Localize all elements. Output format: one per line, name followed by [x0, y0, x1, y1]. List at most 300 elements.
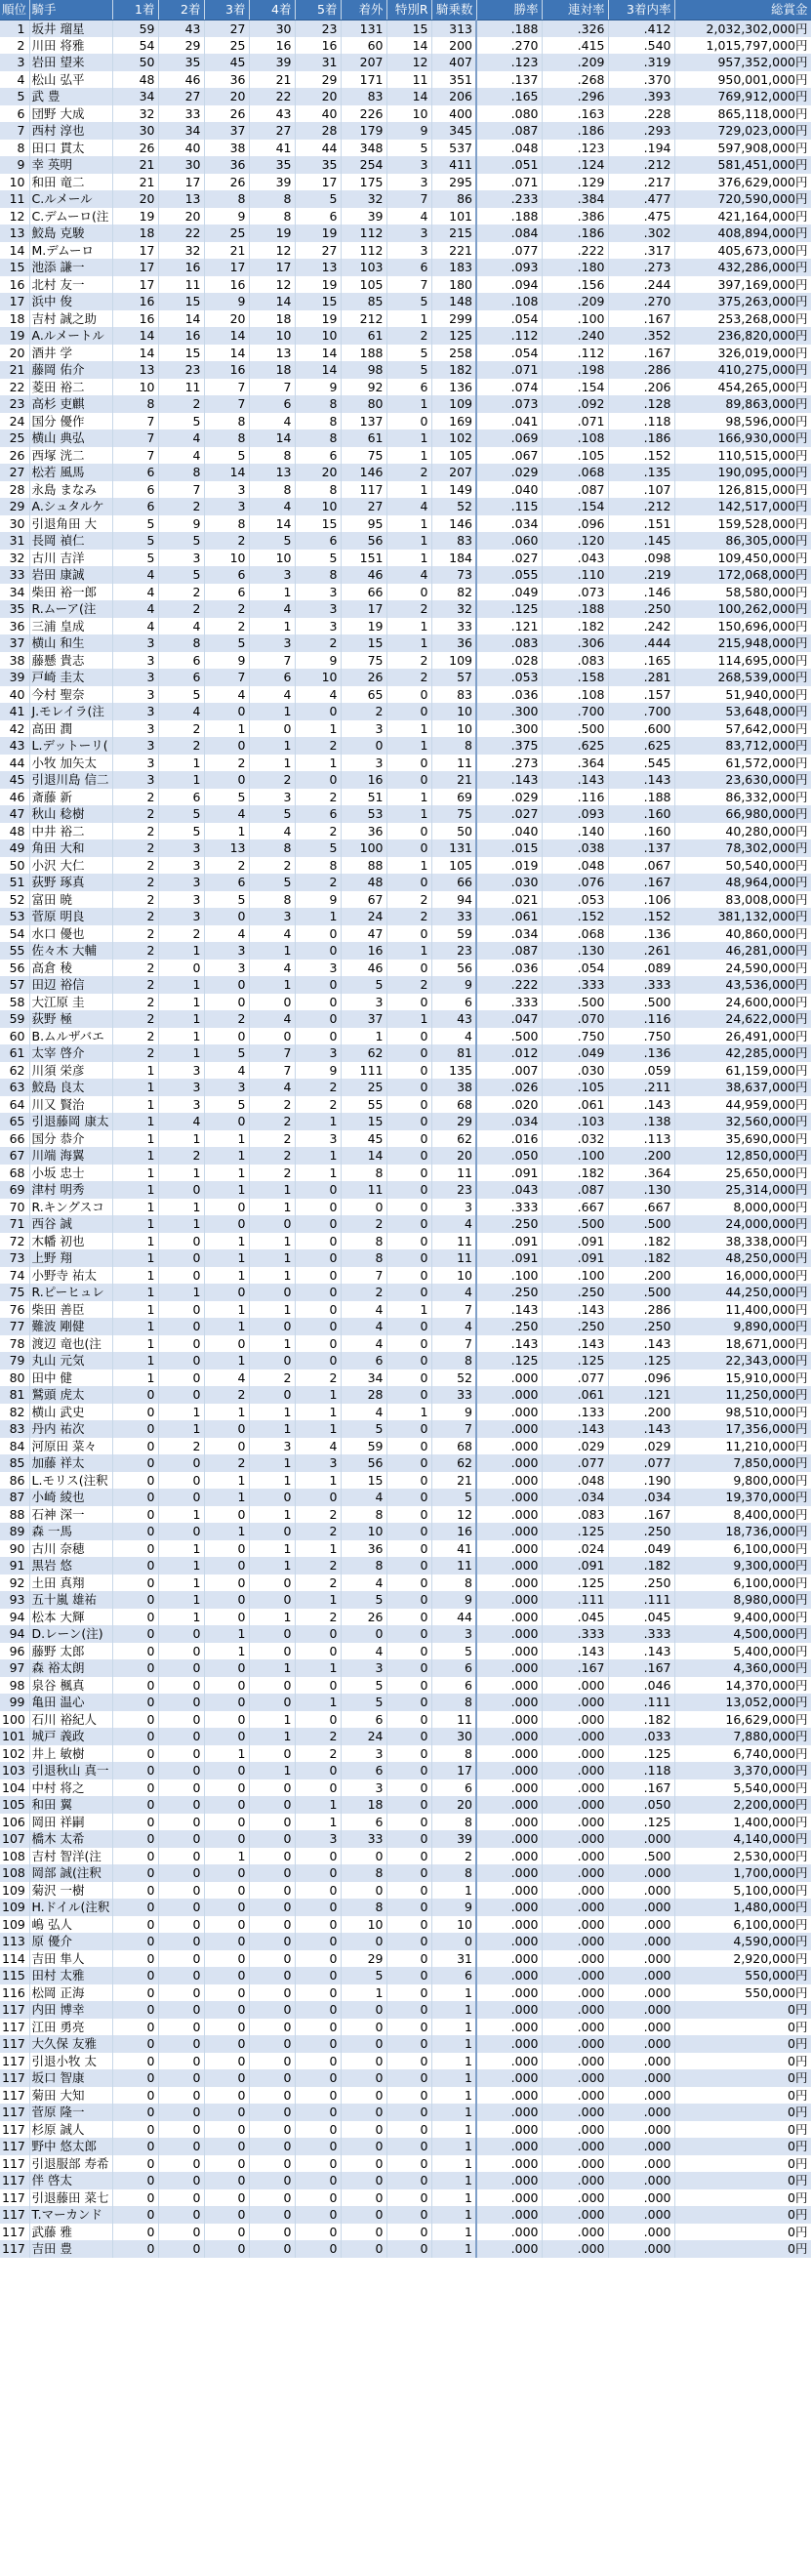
cell-jockey[interactable]: 太宰 啓介: [29, 1044, 112, 1062]
cell-second: 0: [158, 2053, 204, 2070]
cell-jockey[interactable]: 小牧 加矢太: [29, 755, 112, 772]
cell-jockey[interactable]: 渡辺 竜也(注: [29, 1335, 112, 1353]
cell-show-rate: .206: [608, 379, 674, 396]
cell-jockey[interactable]: 黒岩 悠: [29, 1557, 112, 1574]
cell-fifth: 2: [295, 1557, 341, 1574]
cell-rank: 89: [0, 1523, 29, 1540]
cell-first: 1: [112, 1079, 158, 1096]
cell-rides: 1: [431, 2104, 476, 2121]
cell-jockey[interactable]: 大江原 圭: [29, 994, 112, 1011]
cell-jockey[interactable]: A.ルメートル: [29, 327, 112, 345]
cell-jockey[interactable]: R.ムーア(注: [29, 600, 112, 618]
cell-place-rate: .130: [542, 942, 608, 960]
cell-jockey[interactable]: 長岡 禎仁: [29, 532, 112, 550]
cell-jockey[interactable]: 横山 典弘: [29, 429, 112, 447]
cell-fourth: 0: [249, 2240, 295, 2258]
cell-jockey[interactable]: 松本 大輝: [29, 1609, 112, 1626]
cell-fifth: 2: [295, 823, 341, 840]
column-header-show-rate[interactable]: 3着内率: [608, 0, 674, 20]
cell-special-race: 0: [386, 925, 431, 943]
cell-first: 3: [112, 737, 158, 755]
cell-jockey[interactable]: 橋木 太希: [29, 1830, 112, 1848]
cell-place-rate: .000: [542, 1677, 608, 1695]
cell-first: 5: [112, 550, 158, 567]
cell-unplaced: 60: [341, 37, 386, 55]
cell-jockey[interactable]: 小坂 忠士: [29, 1165, 112, 1182]
cell-rides: 9: [431, 976, 476, 994]
cell-jockey[interactable]: 田中 健: [29, 1370, 112, 1387]
cell-rank: 103: [0, 1762, 29, 1779]
cell-jockey[interactable]: 坂井 瑠星: [29, 20, 112, 37]
cell-jockey[interactable]: 原 優介: [29, 1933, 112, 1950]
cell-jockey[interactable]: 井上 敏樹: [29, 1745, 112, 1763]
cell-jockey[interactable]: 杉原 誠人: [29, 2121, 112, 2139]
cell-fifth: 3: [295, 1830, 341, 1848]
cell-fifth: 2: [295, 1506, 341, 1524]
cell-place-rate: .154: [542, 498, 608, 515]
cell-jockey[interactable]: 佐々木 大輔: [29, 942, 112, 960]
column-header-total-prize[interactable]: 総賞金: [674, 0, 811, 20]
cell-total-prize: 25,650,000円: [674, 1165, 811, 1182]
cell-win-rate: .270: [476, 37, 542, 55]
cell-win-rate: .000: [476, 2224, 542, 2241]
cell-jockey[interactable]: J.モレイラ(注: [29, 703, 112, 720]
cell-jockey[interactable]: 武 豊: [29, 88, 112, 105]
cell-jockey[interactable]: 高倉 稜: [29, 960, 112, 977]
cell-show-rate: .000: [608, 1984, 674, 2002]
cell-first: 0: [112, 1950, 158, 1968]
cell-second: 32: [158, 242, 204, 260]
cell-first: 34: [112, 88, 158, 105]
cell-first: 0: [112, 1933, 158, 1950]
cell-jockey[interactable]: 菊田 大知: [29, 2087, 112, 2105]
cell-jockey[interactable]: 永島 まなみ: [29, 481, 112, 499]
cell-unplaced: 24: [341, 1728, 386, 1745]
cell-unplaced: 48: [341, 874, 386, 891]
cell-fifth: 1: [295, 1591, 341, 1609]
cell-third: 26: [204, 105, 249, 123]
cell-jockey[interactable]: 引退角田 大: [29, 515, 112, 533]
cell-jockey[interactable]: 津村 明秀: [29, 1181, 112, 1199]
cell-first: 0: [112, 1643, 158, 1660]
cell-jockey[interactable]: 川端 海翼: [29, 1147, 112, 1165]
cell-jockey[interactable]: 北村 友一: [29, 276, 112, 294]
cell-jockey[interactable]: 石川 裕紀人: [29, 1711, 112, 1729]
cell-jockey[interactable]: 戸崎 圭太: [29, 669, 112, 686]
cell-special-race: 6: [386, 259, 431, 276]
cell-jockey[interactable]: R.ピーヒュレ: [29, 1284, 112, 1301]
cell-jockey[interactable]: L.モリス(注釈: [29, 1472, 112, 1490]
cell-jockey[interactable]: 今村 聖奈: [29, 686, 112, 704]
cell-jockey[interactable]: 西村 淳也: [29, 122, 112, 140]
column-header-first[interactable]: 1着: [112, 0, 158, 20]
column-header-special-race[interactable]: 特別R: [386, 0, 431, 20]
cell-show-rate: .250: [608, 1523, 674, 1540]
cell-jockey[interactable]: 横山 武史: [29, 1404, 112, 1421]
cell-jockey[interactable]: 幸 英明: [29, 156, 112, 174]
cell-show-rate: .393: [608, 88, 674, 105]
column-header-fifth[interactable]: 5着: [295, 0, 341, 20]
cell-jockey[interactable]: 城戸 義政: [29, 1728, 112, 1745]
cell-jockey[interactable]: 嶋 弘人: [29, 1916, 112, 1934]
cell-jockey[interactable]: 高田 潤: [29, 720, 112, 738]
cell-total-prize: 4,360,000円: [674, 1659, 811, 1677]
table-row: [0, 293, 811, 310]
cell-rides: 16: [431, 1523, 476, 1540]
cell-jockey[interactable]: M.デムーロ: [29, 242, 112, 260]
cell-jockey[interactable]: 団野 大成: [29, 105, 112, 123]
cell-jockey[interactable]: A.シュタルケ: [29, 498, 112, 515]
cell-unplaced: 0: [341, 2172, 386, 2189]
cell-fourth: 21: [249, 71, 295, 89]
cell-total-prize: 236,820,000円: [674, 327, 811, 345]
cell-second: 3: [158, 891, 204, 909]
column-header-third[interactable]: 3着: [204, 0, 249, 20]
table-row: [0, 140, 811, 157]
cell-jockey[interactable]: 荻野 極: [29, 1010, 112, 1028]
cell-jockey[interactable]: 上野 翔: [29, 1249, 112, 1267]
cell-jockey[interactable]: 角田 大和: [29, 839, 112, 857]
cell-total-prize: 7,850,000円: [674, 1454, 811, 1472]
cell-special-race: 1: [386, 1404, 431, 1421]
cell-jockey[interactable]: 江田 勇亮: [29, 2019, 112, 2036]
cell-jockey[interactable]: 内田 博幸: [29, 2001, 112, 2019]
cell-win-rate: .375: [476, 737, 542, 755]
cell-jockey[interactable]: 菅原 明良: [29, 908, 112, 925]
cell-third: 4: [204, 1062, 249, 1080]
table-row: [0, 1233, 811, 1250]
cell-jockey[interactable]: 鮫島 克駿: [29, 225, 112, 242]
cell-second: 0: [158, 1318, 204, 1335]
cell-fourth: 3: [249, 566, 295, 584]
cell-jockey[interactable]: 秋山 稔樹: [29, 805, 112, 823]
cell-jockey[interactable]: 中村 将之: [29, 1779, 112, 1797]
cell-place-rate: .100: [542, 1147, 608, 1165]
cell-jockey[interactable]: 柴田 善臣: [29, 1301, 112, 1319]
cell-jockey[interactable]: 丹内 祐次: [29, 1420, 112, 1438]
table-row: [0, 1028, 811, 1045]
cell-jockey[interactable]: 古川 奈穂: [29, 1540, 112, 1558]
cell-rank: 67: [0, 1147, 29, 1165]
cell-unplaced: 24: [341, 908, 386, 925]
cell-fifth: 0: [295, 1933, 341, 1950]
cell-jockey[interactable]: 西谷 誠: [29, 1215, 112, 1233]
cell-unplaced: 151: [341, 550, 386, 567]
cell-jockey[interactable]: 斎藤 新: [29, 789, 112, 806]
cell-jockey[interactable]: 伴 啓太: [29, 2172, 112, 2189]
cell-jockey[interactable]: 田辺 裕信: [29, 976, 112, 994]
cell-rank: 39: [0, 669, 29, 686]
cell-jockey[interactable]: 引退藤田 菜七: [29, 2189, 112, 2207]
cell-total-prize: 597,908,000円: [674, 140, 811, 157]
cell-jockey[interactable]: T.マーカンド: [29, 2206, 112, 2224]
cell-jockey[interactable]: D.レーン(注): [29, 1625, 112, 1643]
cell-special-race: 11: [386, 71, 431, 89]
cell-rides: 68: [431, 1438, 476, 1455]
cell-rank: 43: [0, 737, 29, 755]
cell-jockey[interactable]: 森 一馬: [29, 1523, 112, 1540]
cell-jockey[interactable]: 坂口 智康: [29, 2069, 112, 2087]
cell-jockey[interactable]: 浜中 俊: [29, 293, 112, 310]
cell-show-rate: .136: [608, 925, 674, 943]
cell-total-prize: 15,910,000円: [674, 1370, 811, 1387]
column-header-fourth[interactable]: 4着: [249, 0, 295, 20]
cell-jockey[interactable]: 小野寺 祐太: [29, 1267, 112, 1285]
cell-unplaced: 105: [341, 276, 386, 294]
cell-third: 0: [204, 1830, 249, 1848]
cell-jockey[interactable]: 森 裕太朗: [29, 1659, 112, 1677]
table-row: [0, 2138, 811, 2155]
cell-total-prize: 9,300,000円: [674, 1557, 811, 1574]
cell-fourth: 0: [249, 1284, 295, 1301]
cell-win-rate: .000: [476, 1625, 542, 1643]
cell-unplaced: 29: [341, 1950, 386, 1968]
cell-jockey[interactable]: 藤野 太郎: [29, 1643, 112, 1660]
cell-fifth: 16: [295, 37, 341, 55]
cell-special-race: 0: [386, 1677, 431, 1695]
cell-jockey[interactable]: 石神 深一: [29, 1506, 112, 1524]
cell-win-rate: .222: [476, 976, 542, 994]
cell-jockey[interactable]: 和田 翼: [29, 1796, 112, 1814]
cell-jockey[interactable]: 土田 真翔: [29, 1574, 112, 1592]
table-row: [0, 1643, 811, 1660]
cell-first: 1: [112, 1147, 158, 1165]
cell-jockey[interactable]: 泉谷 楓真: [29, 1677, 112, 1695]
cell-first: 2: [112, 1028, 158, 1045]
cell-unplaced: 14: [341, 1147, 386, 1165]
cell-total-prize: 32,560,000円: [674, 1113, 811, 1130]
cell-special-race: 0: [386, 1643, 431, 1660]
table-row: [0, 1335, 811, 1353]
cell-show-rate: .151: [608, 515, 674, 533]
cell-special-race: 0: [386, 1506, 431, 1524]
cell-second: 1: [158, 771, 204, 789]
cell-second: 0: [158, 2224, 204, 2241]
cell-jockey[interactable]: 小崎 綾也: [29, 1489, 112, 1506]
column-header-second[interactable]: 2着: [158, 0, 204, 20]
cell-second: 15: [158, 345, 204, 362]
cell-special-race: 0: [386, 1625, 431, 1643]
cell-jockey[interactable]: 西塚 洸二: [29, 447, 112, 465]
column-header-jockey[interactable]: 騎手: [29, 0, 112, 20]
cell-fourth: 14: [249, 515, 295, 533]
cell-third: 0: [204, 1916, 249, 1934]
cell-jockey[interactable]: 木幡 初也: [29, 1233, 112, 1250]
cell-jockey[interactable]: 松若 風馬: [29, 464, 112, 481]
cell-jockey[interactable]: 酒井 学: [29, 345, 112, 362]
cell-jockey[interactable]: 松岡 正海: [29, 1984, 112, 2002]
cell-jockey[interactable]: 鷲頭 虎太: [29, 1386, 112, 1404]
cell-jockey[interactable]: 丸山 元気: [29, 1352, 112, 1370]
cell-jockey[interactable]: 和田 竜二: [29, 174, 112, 191]
cell-special-race: 12: [386, 54, 431, 71]
cell-third: 0: [204, 1659, 249, 1677]
cell-special-race: 0: [386, 1062, 431, 1080]
cell-jockey[interactable]: 横山 和生: [29, 634, 112, 652]
cell-fourth: 3: [249, 1438, 295, 1455]
cell-fifth: 14: [295, 345, 341, 362]
cell-unplaced: 212: [341, 310, 386, 328]
cell-special-race: 2: [386, 652, 431, 670]
cell-jockey[interactable]: 高杉 吏麒: [29, 395, 112, 413]
table-row: [0, 532, 811, 550]
cell-unplaced: 4: [341, 1574, 386, 1592]
cell-jockey[interactable]: 古川 吉洋: [29, 550, 112, 567]
cell-jockey[interactable]: 亀田 温心: [29, 1694, 112, 1711]
cell-show-rate: .242: [608, 618, 674, 635]
cell-third: 1: [204, 1165, 249, 1182]
cell-jockey[interactable]: B.ムルザバエ: [29, 1028, 112, 1045]
cell-jockey[interactable]: 武藤 雅: [29, 2224, 112, 2241]
cell-first: 0: [112, 2189, 158, 2207]
column-header-place-rate[interactable]: 連対率: [542, 0, 608, 20]
cell-place-rate: .053: [542, 891, 608, 909]
cell-total-prize: 405,673,000円: [674, 242, 811, 260]
column-header-rides[interactable]: 騎乗数: [431, 0, 476, 20]
cell-fifth: 29: [295, 71, 341, 89]
cell-second: 9: [158, 515, 204, 533]
cell-fourth: 3: [249, 908, 295, 925]
cell-special-race: 1: [386, 720, 431, 738]
column-header-win-rate[interactable]: 勝率: [476, 0, 542, 20]
cell-jockey[interactable]: 小沢 大仁: [29, 857, 112, 875]
cell-show-rate: .667: [608, 1199, 674, 1216]
cell-total-prize: 397,169,000円: [674, 276, 811, 294]
cell-fourth: 8: [249, 481, 295, 499]
cell-jockey[interactable]: 柴田 裕一郎: [29, 584, 112, 601]
cell-jockey[interactable]: 引退秋山 真一: [29, 1762, 112, 1779]
cell-jockey[interactable]: L.デットーリ(: [29, 737, 112, 755]
cell-jockey[interactable]: 河原田 菜々: [29, 1438, 112, 1455]
cell-third: 5: [204, 634, 249, 652]
cell-show-rate: .000: [608, 1882, 674, 1900]
cell-jockey[interactable]: 大久保 友雅: [29, 2035, 112, 2053]
cell-fourth: 0: [249, 1489, 295, 1506]
cell-fourth: 39: [249, 174, 295, 191]
cell-show-rate: .000: [608, 2138, 674, 2155]
cell-first: 1: [112, 1130, 158, 1148]
cell-total-prize: 12,850,000円: [674, 1147, 811, 1165]
cell-jockey[interactable]: 田口 貫太: [29, 140, 112, 157]
cell-jockey[interactable]: 引退川島 信二: [29, 771, 112, 789]
cell-win-rate: .000: [476, 1728, 542, 1745]
cell-jockey[interactable]: 岡田 祥嗣: [29, 1814, 112, 1831]
cell-special-race: 1: [386, 634, 431, 652]
cell-jockey[interactable]: 引退服部 寿希: [29, 2155, 112, 2173]
cell-jockey[interactable]: 引退小牧 太: [29, 2053, 112, 2070]
cell-jockey[interactable]: 国分 恭介: [29, 1130, 112, 1148]
cell-special-race: 5: [386, 293, 431, 310]
cell-rank: 69: [0, 1181, 29, 1199]
cell-jockey[interactable]: R.キングスコ: [29, 1199, 112, 1216]
cell-jockey[interactable]: C.ルメール: [29, 190, 112, 208]
cell-total-prize: 326,019,000円: [674, 345, 811, 362]
cell-third: 0: [204, 1814, 249, 1831]
cell-win-rate: .273: [476, 755, 542, 772]
cell-place-rate: .038: [542, 839, 608, 857]
cell-jockey[interactable]: 岡部 誠(注釈: [29, 1864, 112, 1882]
cell-jockey[interactable]: 菊沢 一樹: [29, 1882, 112, 1900]
cell-jockey[interactable]: 川田 将雅: [29, 37, 112, 55]
cell-unplaced: 4: [341, 1301, 386, 1319]
cell-jockey[interactable]: 岩田 康誠: [29, 566, 112, 584]
cell-show-rate: .118: [608, 413, 674, 430]
cell-jockey[interactable]: 吉田 隼人: [29, 1950, 112, 1968]
cell-jockey[interactable]: 難波 剛健: [29, 1318, 112, 1335]
cell-first: 20: [112, 190, 158, 208]
table-row: [0, 669, 811, 686]
cell-show-rate: .228: [608, 105, 674, 123]
cell-jockey[interactable]: 川又 賢治: [29, 1096, 112, 1114]
cell-jockey[interactable]: 三浦 皇成: [29, 618, 112, 635]
cell-second: 1: [158, 976, 204, 994]
cell-jockey[interactable]: 荻野 琢真: [29, 874, 112, 891]
column-header-unplaced[interactable]: 着外: [341, 0, 386, 20]
cell-jockey[interactable]: 吉村 誠之助: [29, 310, 112, 328]
cell-jockey[interactable]: 富田 暁: [29, 891, 112, 909]
cell-total-prize: 19,370,000円: [674, 1489, 811, 1506]
cell-rides: 180: [431, 276, 476, 294]
cell-second: 5: [158, 805, 204, 823]
cell-special-race: 0: [386, 1147, 431, 1165]
cell-first: 0: [112, 2035, 158, 2053]
cell-fourth: 0: [249, 2138, 295, 2155]
cell-jockey[interactable]: 水口 優也: [29, 925, 112, 943]
cell-first: 17: [112, 242, 158, 260]
cell-fourth: 1: [249, 1609, 295, 1626]
cell-show-rate: .125: [608, 1745, 674, 1763]
cell-jockey[interactable]: 川須 栄彦: [29, 1062, 112, 1080]
cell-show-rate: .211: [608, 1079, 674, 1096]
cell-rides: 351: [431, 71, 476, 89]
cell-jockey[interactable]: 鮫島 良太: [29, 1079, 112, 1096]
cell-jockey[interactable]: 田村 太雅: [29, 1967, 112, 1984]
cell-jockey[interactable]: H.ドイル(注釈: [29, 1899, 112, 1916]
cell-jockey[interactable]: 吉田 豊: [29, 2240, 112, 2258]
cell-jockey[interactable]: 国分 優作: [29, 413, 112, 430]
cell-jockey[interactable]: 加藤 祥太: [29, 1454, 112, 1472]
table-row: [0, 1933, 811, 1950]
cell-first: 0: [112, 1967, 158, 1984]
cell-jockey[interactable]: C.デムーロ(注: [29, 208, 112, 225]
cell-jockey[interactable]: 吉村 智洋(注: [29, 1848, 112, 1865]
table-row: [0, 1438, 811, 1455]
cell-unplaced: 0: [341, 2001, 386, 2019]
cell-second: 14: [158, 310, 204, 328]
cell-jockey[interactable]: 野中 悠太郎: [29, 2138, 112, 2155]
cell-fourth: 1: [249, 1267, 295, 1285]
cell-jockey[interactable]: 菅原 隆一: [29, 2104, 112, 2121]
cell-rides: 69: [431, 789, 476, 806]
cell-place-rate: .180: [542, 259, 608, 276]
cell-third: 0: [204, 1438, 249, 1455]
cell-jockey[interactable]: 藤懸 貴志: [29, 652, 112, 670]
cell-win-rate: .034: [476, 925, 542, 943]
cell-jockey[interactable]: 引退藤岡 康太: [29, 1113, 112, 1130]
cell-jockey[interactable]: 岩田 望来: [29, 54, 112, 71]
cell-jockey[interactable]: 松山 弘平: [29, 71, 112, 89]
cell-total-prize: 550,000円: [674, 1984, 811, 2002]
cell-jockey[interactable]: 五十嵐 雄祐: [29, 1591, 112, 1609]
cell-total-prize: 98,596,000円: [674, 413, 811, 430]
cell-third: 5: [204, 891, 249, 909]
cell-jockey[interactable]: 池添 謙一: [29, 259, 112, 276]
cell-jockey[interactable]: 菱田 裕二: [29, 379, 112, 396]
column-header-rank[interactable]: 順位: [0, 0, 29, 20]
cell-jockey[interactable]: 中井 裕二: [29, 823, 112, 840]
cell-unplaced: 66: [341, 584, 386, 601]
cell-jockey[interactable]: 藤岡 佑介: [29, 361, 112, 379]
